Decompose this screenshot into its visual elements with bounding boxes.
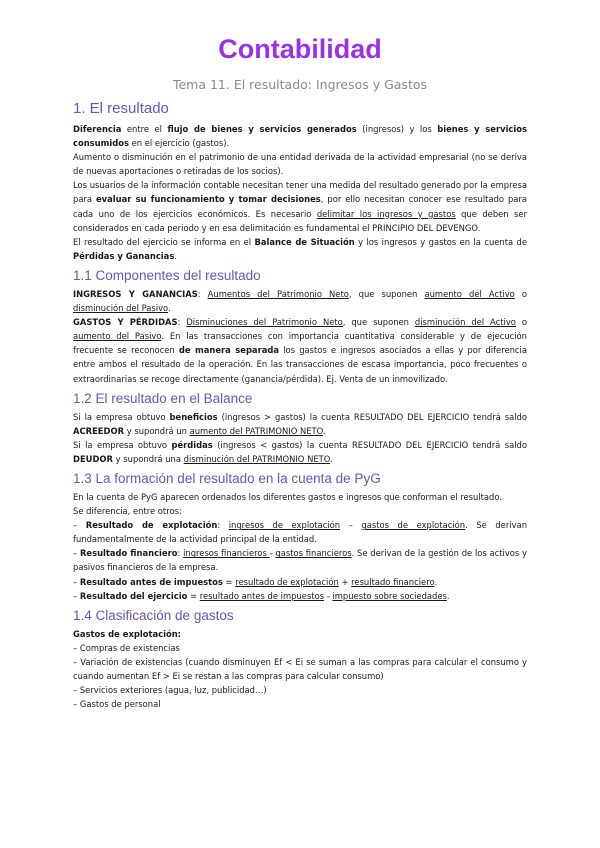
paragraph-gastos: GASTOS Y PÉRDIDAS: Disminuciones del Patrimonio Neto, que suponen disminución del Activo o aumento del Pasivo. En las transacciones con importancia cuantitativa considerable y de ejecución frecuente se reconocen de manera separada los gastos e ingresos asociados a ellas y por diferencia entre ambos el resultado de la operación. En las transacciones de escasa importancia, poco frecuentes o extraordinarias se recoge directamente (ganancia/pérdida). Ej. Venta de un inmovilizado. bbox=[73, 317, 527, 384]
section-heading-1-3: 1.3 La formación del resultado en la cuenta de PyG bbox=[73, 470, 381, 486]
section-heading-1: 1. El resultado bbox=[73, 100, 169, 117]
document-subtitle: Tema 11. El resultado: Ingresos y Gastos bbox=[172, 77, 428, 92]
paragraph-definition: Diferencia entre el flujo de bienes y servicios generados (ingresos) y los bienes y servicios consumidos en el ejercicio (gastos). bbox=[73, 124, 528, 149]
paragraph-perdidas: Si la empresa obtuvo pérdidas (ingresos < gastos) la cuenta RESULTADO DEL EJERCICIO tendrá saldo DEUDOR y supondrá una disminución del PATRIMONIO NETO. bbox=[73, 439, 527, 464]
section-heading-1-2: 1.2 El resultado en el Balance bbox=[73, 390, 253, 406]
document-title: Contabilidad bbox=[218, 34, 382, 64]
paragraph-resultado-financiero: – Resultado financiero: ingresos financieros - gastos financieros. Se derivan de la gestión de los activos y pasivos financieros de la empresa. bbox=[73, 548, 528, 573]
paragraph-pyg-diferencia: Se diferencia, entre otros: bbox=[73, 506, 182, 517]
paragraph-resultado-antes-impuestos: – Resultado antes de impuestos = resultado de explotación + resultado financiero. bbox=[73, 576, 438, 587]
paragraph-resultado-explotacion: – Resultado de explotación: ingresos de explotación – gastos de explotación. Se derivan fundamentalmente de la actividad principal de la entidad. bbox=[73, 520, 527, 545]
list-item: – Servicios exteriores (agua, luz, publicidad…) bbox=[73, 685, 267, 696]
paragraph-beneficios: Si la empresa obtuvo beneficios (ingresos > gastos) la cuenta RESULTADO DEL EJERCICIO tendrá saldo ACREEDOR y supondrá un aumento del PATRIMONIO NETO. bbox=[73, 411, 527, 436]
list-item: – Compras de existencias bbox=[73, 642, 180, 653]
paragraph-patrimonio: Aumento o disminución en el patrimonio de una entidad derivada de la actividad empresarial (no se deriva de nuevas aportaciones o retiradas de los socios). bbox=[73, 152, 527, 177]
paragraph-pyg-intro: En la cuenta de PyG aparecen ordenados los diferentes gastos e ingresos que conforman el resultado. bbox=[73, 491, 502, 502]
paragraph-usuarios: Los usuarios de la información contable necesitan tener una medida del resultado generado por la empresa para evaluar su funcionamiento y tomar decisiones, por ello necesitan conocer ese resultado para cada uno de los ejercicios económicos. Es necesario delimitar los ingresos y gastos que deben ser considerados en cada periodo y en esa delimitación es fundamental el PRINCIPIO DEL DEVENGO. bbox=[73, 180, 528, 233]
section-heading-1-4: 1.4 Clasificación de gastos bbox=[73, 607, 234, 623]
paragraph-resultado-ejercicio: – Resultado del ejercicio = resultado antes de impuestos - impuesto sobre sociedades. bbox=[73, 590, 450, 601]
section-heading-1-1: 1.1 Componentes del resultado bbox=[73, 267, 261, 283]
list-item: – Gastos de personal bbox=[73, 699, 161, 710]
subheading-gastos-explotacion: Gastos de explotación: bbox=[73, 628, 182, 639]
list-item: – Variación de existencias (cuando disminuyen Ef < Ei se suman a las compras para calcular el consumo y cuando aumentan Ef > Ei se restan a las compras para calcular consumo) bbox=[73, 656, 527, 681]
paragraph-ingresos: INGRESOS Y GANANCIAS: Aumentos del Patrimonio Neto, que suponen aumento del Activo o disminución del Pasivo. bbox=[73, 288, 528, 314]
paragraph-informe: El resultado del ejercicio se informa en el Balance de Situación y los ingresos y gastos en la cuenta de Pérdidas y Ganancias. bbox=[73, 236, 527, 261]
